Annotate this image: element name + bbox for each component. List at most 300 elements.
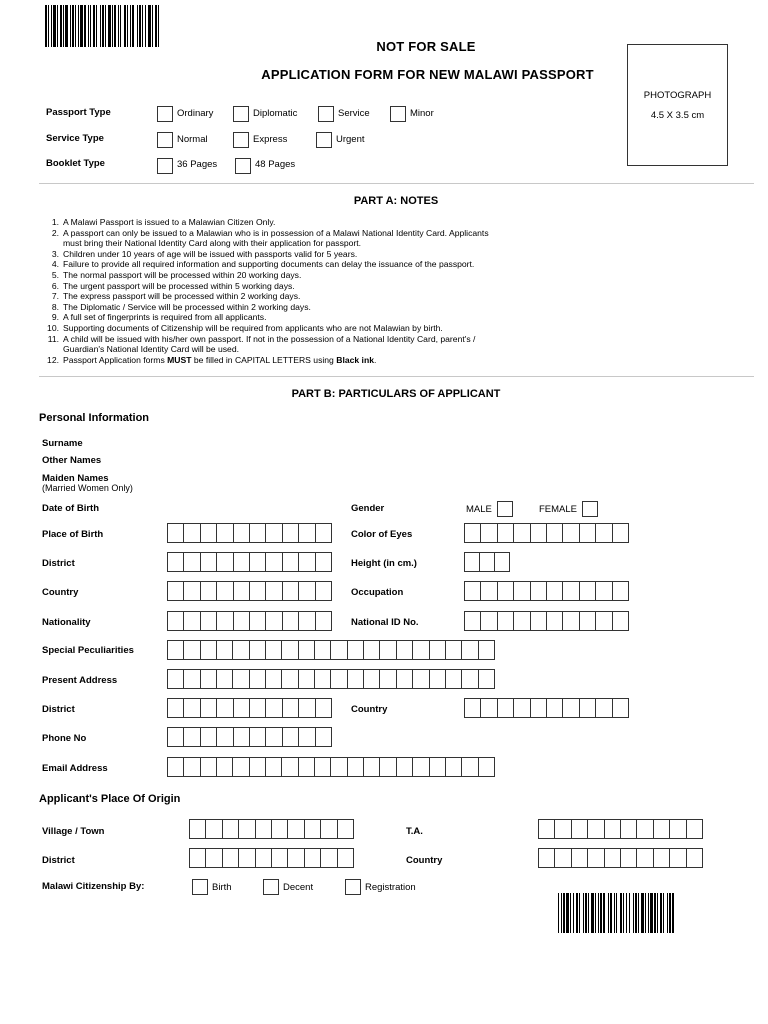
ta-label: T.A.: [406, 826, 423, 837]
char-cell: [168, 582, 184, 600]
char-cell: [621, 849, 637, 867]
char-cell: [299, 582, 315, 600]
country2-label: Country: [351, 704, 388, 715]
char-cell: [299, 524, 315, 542]
char-cell: [613, 524, 628, 542]
option-decent: Decent: [283, 882, 314, 893]
char-cell: [168, 612, 184, 630]
checkbox-female[interactable]: [582, 501, 598, 517]
char-cell: [266, 728, 282, 746]
char-cell: [465, 553, 480, 571]
char-cell: [250, 670, 266, 688]
color-of-eyes-field[interactable]: [464, 523, 629, 543]
checkbox-minor[interactable]: [390, 106, 406, 122]
char-cell: [234, 582, 250, 600]
char-cell: [184, 728, 200, 746]
note-item: 8. The Diplomatic / Service will be processed within 2 working days.: [51, 301, 311, 312]
char-cell: [184, 553, 200, 571]
char-cell: [201, 612, 217, 630]
char-cell: [283, 728, 299, 746]
char-cell: [547, 582, 563, 600]
char-cell: [338, 820, 353, 838]
special-peculiarities-label: Special Peculiarities: [42, 645, 134, 656]
char-cell: [481, 612, 497, 630]
char-cell: [687, 849, 702, 867]
char-cell: [613, 612, 628, 630]
divider-1: [39, 183, 754, 184]
option-36-pages: 36 Pages: [177, 159, 218, 170]
height-label: Height (in cm.): [351, 558, 417, 569]
char-cell: [282, 670, 298, 688]
phone-field[interactable]: [167, 727, 332, 747]
char-cell: [217, 612, 233, 630]
char-cell: [239, 849, 255, 867]
note-item: 11. A child will be issued with his/her own passport. If not in the possession of a National Identity Card, parent's / Guardian's National Identity Card will be used.: [47, 333, 476, 355]
char-cell: [266, 699, 282, 717]
char-cell: [234, 553, 250, 571]
char-cell: [184, 641, 200, 659]
present-address-label: Present Address: [42, 675, 118, 686]
male-label: MALE: [466, 504, 492, 515]
char-cell: [331, 758, 347, 776]
char-cell: [283, 524, 299, 542]
barcode-bottom: [558, 893, 720, 933]
char-cell: [670, 849, 686, 867]
char-cell: [462, 670, 478, 688]
option-normal: Normal: [177, 134, 208, 145]
note-item: 6. The urgent passport will be processed within 5 working days.: [51, 280, 295, 291]
char-cell: [250, 524, 266, 542]
char-cell: [266, 612, 282, 630]
char-cell: [555, 849, 571, 867]
maiden-names-note: (Married Women Only): [42, 483, 133, 493]
char-cell: [596, 524, 612, 542]
char-cell: [465, 582, 481, 600]
char-cell: [331, 641, 347, 659]
village-field[interactable]: [189, 819, 354, 839]
option-ordinary: Ordinary: [177, 108, 214, 119]
char-cell: [446, 670, 462, 688]
char-cell: [299, 641, 315, 659]
char-cell: [348, 641, 364, 659]
nationality-label: Nationality: [42, 617, 91, 628]
note-item: 12. Passport Application forms MUST be filled in CAPITAL LETTERS using Black ink.: [47, 354, 377, 365]
char-cell: [446, 758, 462, 776]
char-cell: [514, 582, 530, 600]
photograph-label: PHOTOGRAPH: [643, 90, 712, 101]
char-cell: [206, 849, 222, 867]
char-cell: [272, 849, 288, 867]
char-cell: [580, 524, 596, 542]
char-cell: [413, 641, 429, 659]
female-label: FEMALE: [539, 504, 578, 515]
other-names-label: Other Names: [42, 455, 102, 466]
note-item: 3. Children under 10 years of age will be issued with passports valid for 5 years.: [51, 248, 358, 259]
char-cell: [217, 582, 233, 600]
char-cell: [348, 758, 364, 776]
char-cell: [531, 582, 547, 600]
char-cell: [547, 524, 563, 542]
checkbox-48-pages[interactable]: [235, 158, 251, 174]
maiden-names-label: Maiden Names: [42, 473, 109, 484]
char-cell: [272, 820, 288, 838]
char-cell: [299, 728, 315, 746]
char-cell: [190, 849, 206, 867]
note-item: 5. The normal passport will be processed within 20 working days.: [51, 269, 302, 280]
char-cell: [563, 582, 579, 600]
char-cell: [201, 728, 217, 746]
char-cell: [168, 553, 184, 571]
char-cell: [234, 524, 250, 542]
place-of-birth-label: Place of Birth: [42, 529, 104, 540]
nationality-field[interactable]: [167, 611, 332, 631]
char-cell: [234, 728, 250, 746]
char-cell: [430, 758, 446, 776]
char-cell: [223, 849, 239, 867]
char-cell: [217, 670, 233, 688]
email-label: Email Address: [42, 763, 108, 774]
citizenship-label: Malawi Citizenship By:: [42, 881, 145, 892]
char-cell: [168, 699, 184, 717]
checkbox-male[interactable]: [497, 501, 513, 517]
char-cell: [288, 849, 304, 867]
char-cell: [168, 728, 184, 746]
char-cell: [580, 612, 596, 630]
char-cell: [479, 670, 494, 688]
char-cell: [168, 524, 184, 542]
char-cell: [637, 820, 653, 838]
char-cell: [495, 553, 509, 571]
char-cell: [465, 699, 481, 717]
char-cell: [547, 612, 563, 630]
char-cell: [316, 553, 331, 571]
note-item: 2. A passport can only be issued to a Malawian who is in possession of a Malawi National Identity Card. Applicants must bring their National Identity Card along with their application for passport.: [51, 227, 489, 249]
char-cell: [588, 820, 604, 838]
char-cell: [397, 758, 413, 776]
char-cell: [430, 641, 446, 659]
char-cell: [413, 758, 429, 776]
occupation-field[interactable]: [464, 581, 629, 601]
char-cell: [234, 612, 250, 630]
phone-label: Phone No: [42, 733, 87, 744]
district2-field[interactable]: [167, 698, 332, 718]
char-cell: [266, 758, 282, 776]
char-cell: [338, 849, 353, 867]
char-cell: [233, 670, 249, 688]
char-cell: [299, 553, 315, 571]
char-cell: [596, 582, 612, 600]
char-cell: [397, 641, 413, 659]
char-cell: [217, 524, 233, 542]
origin-district-label: District: [42, 855, 75, 866]
char-cell: [316, 582, 331, 600]
char-cell: [305, 849, 321, 867]
char-cell: [596, 699, 612, 717]
dob-label: Date of Birth: [42, 503, 99, 514]
height-field[interactable]: [464, 552, 510, 572]
checkbox-registration[interactable]: [345, 879, 361, 895]
char-cell: [168, 758, 184, 776]
district2-label: District: [42, 704, 75, 715]
ta-field[interactable]: [538, 819, 703, 839]
char-cell: [479, 641, 494, 659]
char-cell: [498, 699, 514, 717]
char-cell: [315, 670, 331, 688]
form-title: APPLICATION FORM FOR NEW MALAWI PASSPORT: [261, 67, 594, 82]
char-cell: [331, 670, 347, 688]
char-cell: [539, 820, 555, 838]
char-cell: [201, 553, 217, 571]
char-cell: [250, 582, 266, 600]
char-cell: [321, 820, 337, 838]
char-cell: [446, 641, 462, 659]
option-diplomatic: Diplomatic: [253, 108, 298, 119]
option-express: Express: [253, 134, 288, 145]
char-cell: [588, 849, 604, 867]
char-cell: [563, 524, 579, 542]
char-cell: [266, 582, 282, 600]
note-item: 1. A Malawi Passport is issued to a Malawian Citizen Only.: [51, 217, 276, 227]
char-cell: [266, 524, 282, 542]
char-cell: [184, 612, 200, 630]
notes-list: [35, 217, 595, 365]
note-item: 10. Supporting documents of Citizenship will be required from applicants who are not Malawian by birth.: [47, 322, 443, 333]
char-cell: [201, 641, 217, 659]
char-cell: [233, 641, 249, 659]
option-minor: Minor: [410, 108, 434, 119]
char-cell: [234, 699, 250, 717]
char-cell: [498, 524, 514, 542]
divider-2: [39, 376, 754, 377]
char-cell: [250, 641, 266, 659]
char-cell: [380, 670, 396, 688]
char-cell: [288, 820, 304, 838]
char-cell: [563, 612, 579, 630]
village-label: Village / Town: [42, 826, 105, 837]
char-cell: [239, 820, 255, 838]
char-cell: [315, 641, 331, 659]
char-cell: [168, 641, 184, 659]
email-field[interactable]: [167, 757, 495, 777]
char-cell: [462, 641, 478, 659]
char-cell: [250, 728, 266, 746]
char-cell: [266, 670, 282, 688]
checkbox-urgent[interactable]: [316, 132, 332, 148]
char-cell: [250, 758, 266, 776]
gender-label: Gender: [351, 503, 385, 514]
char-cell: [687, 820, 702, 838]
char-cell: [201, 582, 217, 600]
char-cell: [256, 849, 272, 867]
char-cell: [316, 612, 331, 630]
checkbox-birth[interactable]: [192, 879, 208, 895]
char-cell: [613, 582, 628, 600]
option-48-pages: 48 Pages: [255, 159, 296, 170]
char-cell: [596, 612, 612, 630]
national-id-label: National ID No.: [351, 617, 419, 628]
char-cell: [299, 758, 315, 776]
char-cell: [217, 728, 233, 746]
char-cell: [217, 553, 233, 571]
checkbox-ordinary[interactable]: [157, 106, 173, 122]
char-cell: [283, 612, 299, 630]
char-cell: [480, 553, 495, 571]
char-cell: [299, 699, 315, 717]
char-cell: [364, 670, 380, 688]
char-cell: [481, 582, 497, 600]
char-cell: [539, 849, 555, 867]
char-cell: [498, 612, 514, 630]
char-cell: [283, 553, 299, 571]
char-cell: [348, 670, 364, 688]
char-cell: [184, 524, 200, 542]
char-cell: [316, 699, 331, 717]
char-cell: [637, 849, 653, 867]
char-cell: [250, 553, 266, 571]
char-cell: [465, 524, 481, 542]
char-cell: [201, 670, 217, 688]
origin-heading: Applicant's Place Of Origin: [39, 793, 181, 805]
special-peculiarities-field[interactable]: [167, 640, 495, 660]
origin-district-field[interactable]: [189, 848, 354, 868]
checkbox-decent[interactable]: [263, 879, 279, 895]
char-cell: [531, 612, 547, 630]
checkbox-36-pages[interactable]: [157, 158, 173, 174]
passport-type-label: Passport Type: [46, 107, 111, 118]
char-cell: [555, 820, 571, 838]
char-cell: [316, 524, 331, 542]
char-cell: [380, 641, 396, 659]
char-cell: [613, 699, 628, 717]
personal-info-heading: Personal Information: [39, 412, 150, 424]
char-cell: [299, 612, 315, 630]
char-cell: [168, 670, 184, 688]
char-cell: [283, 699, 299, 717]
color-of-eyes-label: Color of Eyes: [351, 529, 413, 540]
char-cell: [547, 699, 563, 717]
service-type-label: Service Type: [46, 133, 104, 144]
option-service: Service: [338, 108, 370, 119]
photograph-box: [627, 44, 728, 166]
char-cell: [315, 758, 331, 776]
char-cell: [670, 820, 686, 838]
char-cell: [531, 699, 547, 717]
char-cell: [364, 758, 380, 776]
char-cell: [465, 612, 481, 630]
char-cell: [184, 699, 200, 717]
char-cell: [621, 820, 637, 838]
char-cell: [184, 582, 200, 600]
booklet-type-label: Booklet Type: [46, 158, 105, 169]
part-b-title: PART B: PARTICULARS OF APPLICANT: [291, 388, 501, 400]
option-birth: Birth: [212, 882, 232, 893]
char-cell: [266, 641, 282, 659]
char-cell: [217, 641, 233, 659]
char-cell: [250, 612, 266, 630]
char-cell: [430, 670, 446, 688]
char-cell: [217, 699, 233, 717]
char-cell: [605, 820, 621, 838]
char-cell: [498, 582, 514, 600]
country2-field[interactable]: [464, 698, 629, 718]
char-cell: [201, 758, 217, 776]
char-cell: [531, 524, 547, 542]
char-cell: [256, 820, 272, 838]
not-for-sale-heading: NOT FOR SALE: [376, 39, 476, 54]
char-cell: [654, 849, 670, 867]
occupation-label: Occupation: [351, 587, 404, 598]
char-cell: [184, 758, 200, 776]
option-registration: Registration: [365, 882, 416, 893]
char-cell: [283, 582, 299, 600]
char-cell: [514, 524, 530, 542]
country-label: Country: [42, 587, 79, 598]
place-of-birth-field[interactable]: [167, 523, 332, 543]
char-cell: [223, 820, 239, 838]
char-cell: [233, 758, 249, 776]
char-cell: [580, 582, 596, 600]
char-cell: [217, 758, 233, 776]
char-cell: [266, 553, 282, 571]
note-item: 4. Failure to provide all required information and supporting documents can delay the issuance of the passport.: [51, 259, 475, 270]
checkbox-diplomatic[interactable]: [233, 106, 249, 122]
char-cell: [572, 820, 588, 838]
char-cell: [654, 820, 670, 838]
photograph-size: 4.5 X 3.5 cm: [650, 110, 705, 121]
char-cell: [321, 849, 337, 867]
checkbox-normal[interactable]: [157, 132, 173, 148]
present-address-field[interactable]: [167, 669, 495, 689]
char-cell: [514, 612, 530, 630]
char-cell: [305, 820, 321, 838]
note-item: 9. A full set of fingerprints is required from all applicants.: [51, 312, 267, 323]
district-field[interactable]: [167, 552, 332, 572]
char-cell: [201, 524, 217, 542]
option-urgent: Urgent: [336, 134, 365, 145]
checkbox-express[interactable]: [233, 132, 249, 148]
char-cell: [462, 758, 478, 776]
char-cell: [413, 670, 429, 688]
char-cell: [282, 758, 298, 776]
char-cell: [282, 641, 298, 659]
char-cell: [514, 699, 530, 717]
char-cell: [481, 524, 497, 542]
char-cell: [206, 820, 222, 838]
char-cell: [364, 641, 380, 659]
char-cell: [299, 670, 315, 688]
checkbox-service[interactable]: [318, 106, 334, 122]
char-cell: [580, 699, 596, 717]
national-id-field[interactable]: [464, 611, 629, 631]
char-cell: [380, 758, 396, 776]
origin-country-field[interactable]: [538, 848, 703, 868]
char-cell: [572, 849, 588, 867]
barcode-bar: [672, 893, 674, 933]
char-cell: [479, 758, 494, 776]
part-a-title: PART A: NOTES: [353, 195, 439, 207]
char-cell: [563, 699, 579, 717]
note-item: 7. The express passport will be processed within 2 working days.: [51, 291, 301, 302]
district-label: District: [42, 558, 75, 569]
char-cell: [250, 699, 266, 717]
char-cell: [397, 670, 413, 688]
char-cell: [201, 699, 217, 717]
country-field[interactable]: [167, 581, 332, 601]
surname-label: Surname: [42, 438, 83, 449]
char-cell: [605, 849, 621, 867]
char-cell: [184, 670, 200, 688]
char-cell: [316, 728, 331, 746]
